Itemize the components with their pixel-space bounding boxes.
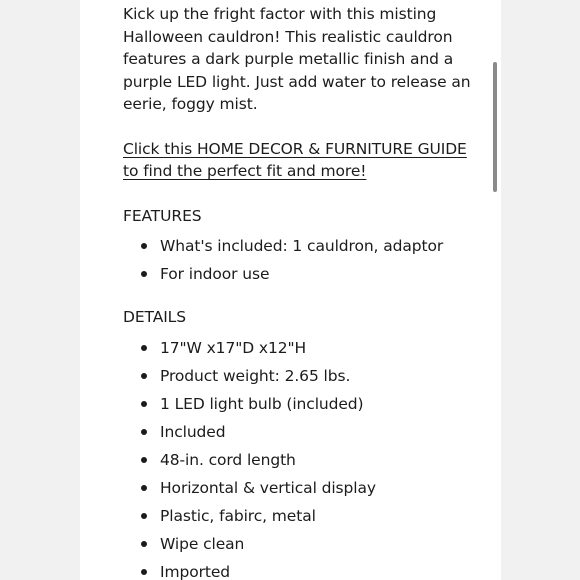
list-item xyxy=(123,362,475,390)
list-item xyxy=(123,530,475,558)
list-item xyxy=(123,418,475,446)
description-content xyxy=(123,3,475,580)
scrollbar-thumb[interactable] xyxy=(493,62,497,192)
bullet-icon xyxy=(141,457,147,463)
detail-text: 48-in. cord length xyxy=(160,450,296,469)
bullet-icon xyxy=(141,373,147,379)
feature-text: What's included: 1 cauldron, adaptor xyxy=(160,237,444,255)
detail-text: Horizontal & vertical display xyxy=(160,478,376,497)
list-item xyxy=(123,232,475,260)
list-item xyxy=(123,502,475,530)
list-item xyxy=(123,446,475,474)
product-description: Kick up the fright factor with this misting Halloween cauldron! This realistic cauldron features a dark purple metallic finish and a purple LED light. Just add water to release an eerie, foggy mist. xyxy=(123,5,471,113)
detail-text: Imported xyxy=(160,562,231,580)
bullet-icon xyxy=(141,271,147,277)
features-list xyxy=(123,232,475,288)
bullet-icon xyxy=(141,243,147,249)
list-item xyxy=(123,334,475,362)
list-item xyxy=(123,474,475,502)
detail-text: Plastic, fabirc, metal xyxy=(160,506,316,525)
feature-text: For indoor use xyxy=(160,265,270,283)
list-item xyxy=(123,260,475,288)
detail-text: Product weight: 2.65 lbs. xyxy=(160,366,351,385)
details-heading: DETAILS xyxy=(123,308,186,326)
detail-text: 1 LED light bulb (included) xyxy=(160,394,364,413)
details-list xyxy=(123,334,475,580)
features-heading: FEATURES xyxy=(123,206,202,225)
bullet-icon xyxy=(141,541,147,547)
bullet-icon xyxy=(141,345,147,351)
bullet-icon xyxy=(141,485,147,491)
bullet-icon xyxy=(141,401,147,407)
bullet-icon xyxy=(141,513,147,519)
home-decor-guide-link[interactable]: Click this HOME DECOR & FURNITURE GUIDE to find the perfect fit and more! xyxy=(123,139,467,180)
product-description-panel xyxy=(80,0,501,580)
bullet-icon xyxy=(141,429,147,435)
bullet-icon xyxy=(141,569,147,575)
detail-text: Wipe clean xyxy=(160,534,245,553)
detail-text: Included xyxy=(160,422,226,441)
list-item xyxy=(123,558,475,580)
detail-text: 17"W x17"D x12"H xyxy=(160,338,307,357)
list-item xyxy=(123,390,475,418)
